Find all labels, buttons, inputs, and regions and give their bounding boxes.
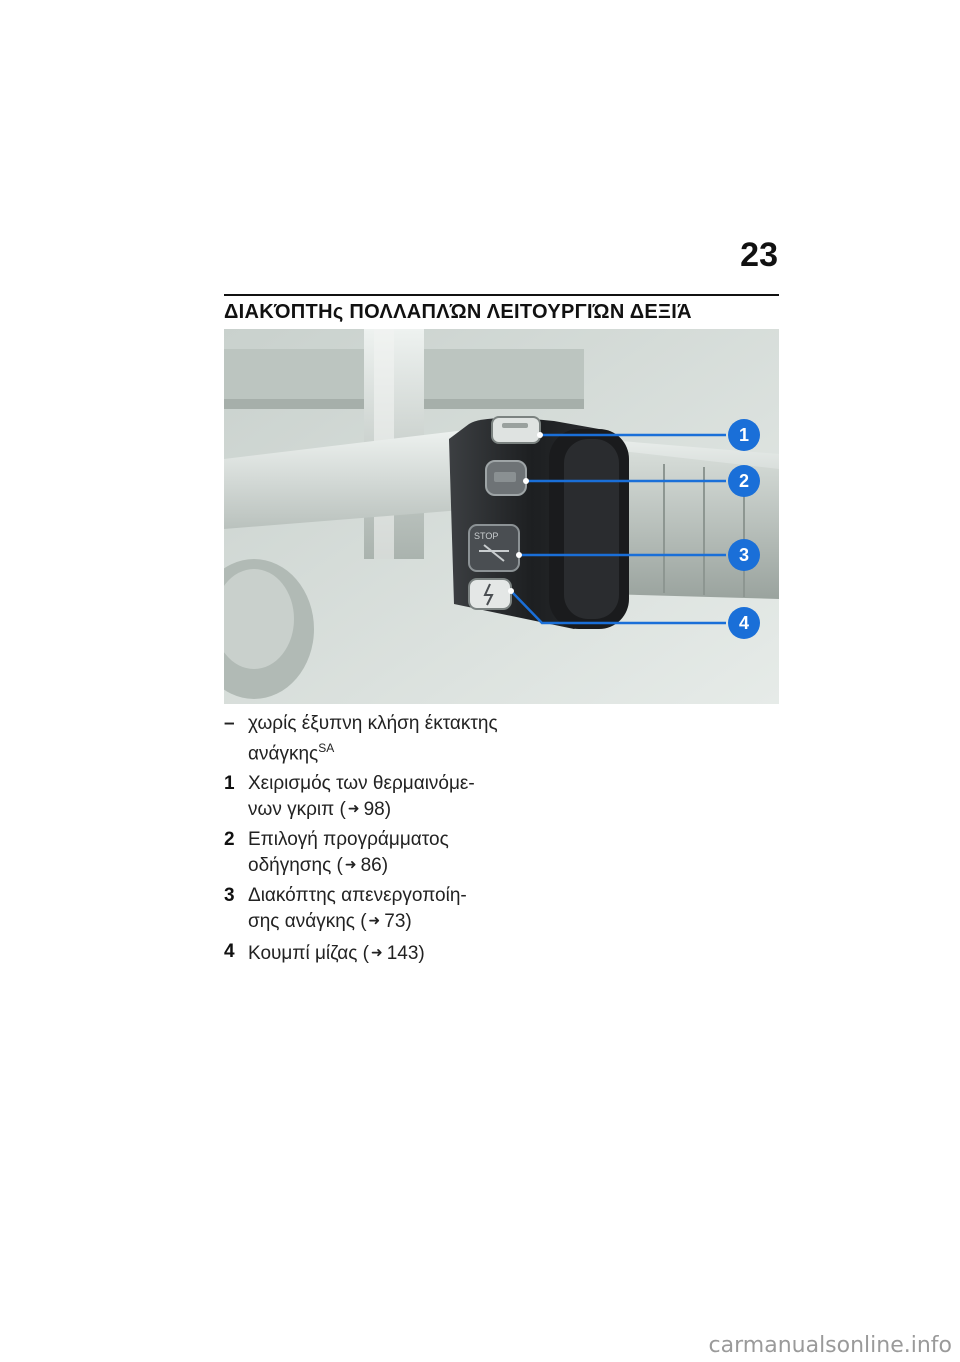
legend-item-4	[224, 940, 514, 966]
section-title: ΔΙΑΚΌΠΤΗς ΠΟΛΛΑΠΛΏΝ ΛΕΙΤΟΥΡΓΙΏΝ ΔΕΞΙΆ	[224, 301, 692, 323]
legend-item-number: 4	[224, 941, 235, 963]
equipment-note	[224, 712, 514, 766]
title-rule	[224, 294, 779, 296]
arrow-right-icon: ➜	[347, 800, 360, 817]
legend-item-number: 2	[224, 829, 235, 851]
page-reference[interactable]: ( ➜ 143)	[363, 943, 425, 964]
note-dash: –	[224, 713, 235, 734]
legend-item-line-2: νων γκριπ ( ➜ 98)	[248, 796, 514, 822]
page-reference[interactable]: ( ➜ 86)	[337, 855, 389, 876]
page-number: 23	[740, 236, 778, 274]
legend-item-number: 1	[224, 773, 235, 795]
legend-item-3	[224, 884, 514, 934]
page-reference[interactable]: ( ➜ 98)	[340, 799, 392, 820]
legend-item-line-2: σης ανάγκης ( ➜ 73)	[248, 908, 514, 934]
callout-2-number: 2	[738, 471, 750, 491]
legend-item-line-1: Κουμπί μίζας ( ➜ 143)	[248, 940, 514, 966]
callout-3-number: 3	[738, 545, 750, 565]
note-line-2: ανάγκης$^{SA}$	[248, 741, 335, 765]
legend-item-line-2: οδήγησης ( ➜ 86)	[248, 852, 514, 878]
legend-item-1	[224, 772, 514, 822]
handlebar-switch-photo	[224, 329, 779, 704]
callout-1-number: 1	[738, 425, 750, 445]
legend-item-2	[224, 828, 514, 878]
legend-item-line-1: Επιλογή προγράμματος	[248, 829, 449, 851]
page-reference[interactable]: ( ➜ 73)	[360, 911, 412, 932]
arrow-right-icon: ➜	[344, 856, 357, 873]
callout-4-number: 4	[738, 613, 750, 633]
arrow-right-icon: ➜	[368, 912, 381, 929]
stop-label: STOP	[474, 531, 499, 541]
legend-item-number: 3	[224, 885, 235, 907]
legend-item-line-1: Διακόπτης απενεργοποίη-	[248, 885, 467, 907]
sa-superscript: SA	[318, 741, 335, 755]
note-line-1: χωρίς έξυπνη κλήση έκτακτης	[248, 713, 498, 734]
arrow-right-icon: ➜	[370, 944, 383, 961]
watermark: carmanualsonline.info	[708, 1333, 952, 1358]
legend	[224, 712, 514, 966]
legend-item-line-1: Χειρισμός των θερμαινόμε-	[248, 773, 475, 795]
handlebar-illustration	[224, 329, 779, 704]
